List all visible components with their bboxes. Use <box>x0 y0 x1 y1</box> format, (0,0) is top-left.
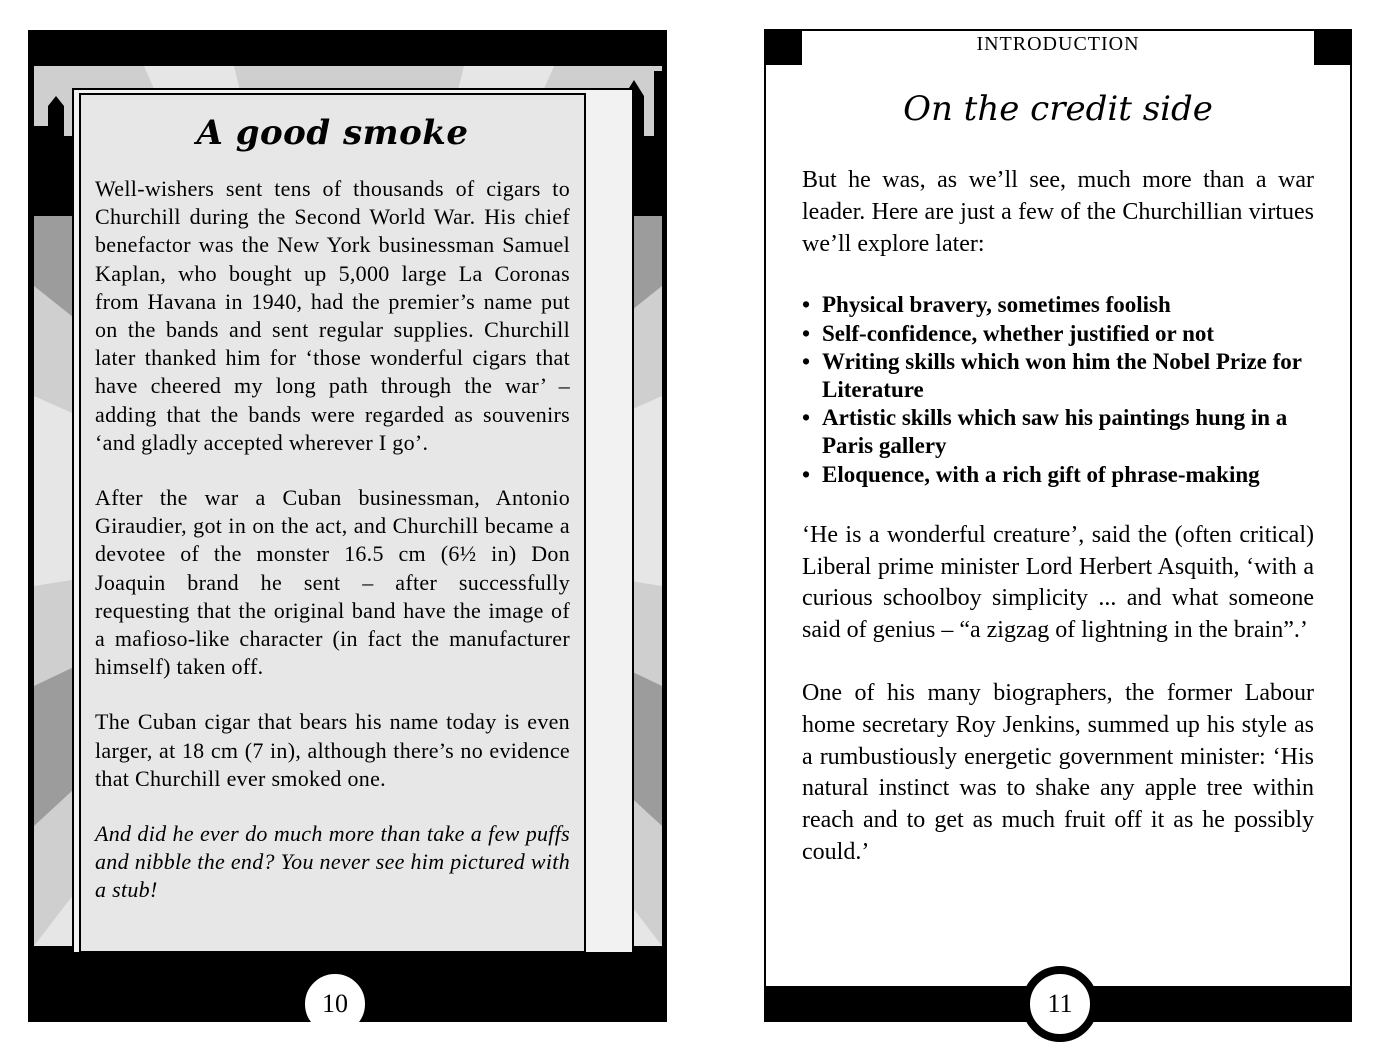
list-item: • Artistic skills which saw his paintings hung in a Paris gallery <box>802 405 1288 459</box>
list-item: • Physical bravery, sometimes foolish <box>802 291 1314 319</box>
bullet-symbol: • <box>802 348 811 374</box>
paragraph: ‘He is a wonderful creature’, said the (often critical) Liberal prime minister Lord Herbert Asquith, ‘with a curious schoolboy simplicity ... and what someone said of genius – “a zigzag of lightning in the brain”.’ <box>802 521 1314 644</box>
list-item: • Eloquence, with a rich gift of phrase-making <box>802 461 1314 489</box>
bullet-symbol: • <box>802 405 811 431</box>
bullet-symbol: • <box>802 292 811 318</box>
intro-paragraph: But he was, as we’ll see, much more than a war leader. Here are just a few of the Churchillian virtues we’ll explore later: <box>802 167 1314 257</box>
list-item: • Writing skills which won him the Nobel Prize for Literature <box>802 348 1302 402</box>
paragraph: Well-wishers sent tens of thousands of cigars to Churchill during the Second World War. His chief benefactor was the New York businessman Samuel Kaplan, who bought up 5,000 large La Coronas from Havana in 1940, had the premier’s name put on the bands and sent regular supplies. Churchill later thanked him for ‘those wonderful cigars that have cheered my long path through the war’ – adding that the bands were regarded as souvenirs ‘and gladly accepted wherever I go’. <box>95 176 570 455</box>
paragraph: The Cuban cigar that bears his name today is even larger, at 18 cm (7 in), although there’s no evidence that Churchill ever smoked one. <box>95 709 570 791</box>
running-head: INTRODUCTION <box>976 33 1140 55</box>
page-number: 11 <box>1022 966 1098 1042</box>
bullet-symbol: • <box>802 320 811 346</box>
paragraph: After the war a Cuban businessman, Antonio Giraudier, got in on the act, and Churchill became a devotee of the monster 16.5 cm (6½ in) Don Joaquin brand he sent – after successfully requesting that the original band have the image of a mafioso-like character (in fact the manufacturer himself) taken off. <box>95 485 570 680</box>
page-title: On the credit side <box>903 89 1213 129</box>
page-title: A good smoke <box>196 113 469 153</box>
paragraph: One of his many biographers, the former Labour home secretary Roy Jenkins, summed up his style as a rumbustiously energetic government minister: ‘His natural instinct was to shake any apple tree within reach and to get as much fruit off it as he possibly could.’ <box>802 680 1314 865</box>
right-page <box>764 29 1352 1022</box>
virtues-list <box>802 291 1314 488</box>
list-item: • Self-confidence, whether justified or not <box>802 320 1314 348</box>
page-number: 10 <box>297 966 373 1022</box>
page-body <box>802 165 1314 900</box>
bullet-symbol: • <box>802 461 811 487</box>
sidebar-card <box>79 93 586 953</box>
left-page <box>28 30 667 1022</box>
closing-paragraph: And did he ever do much more than take a few puffs and nibble the end? You never see him pictured with a stub! <box>95 821 570 903</box>
